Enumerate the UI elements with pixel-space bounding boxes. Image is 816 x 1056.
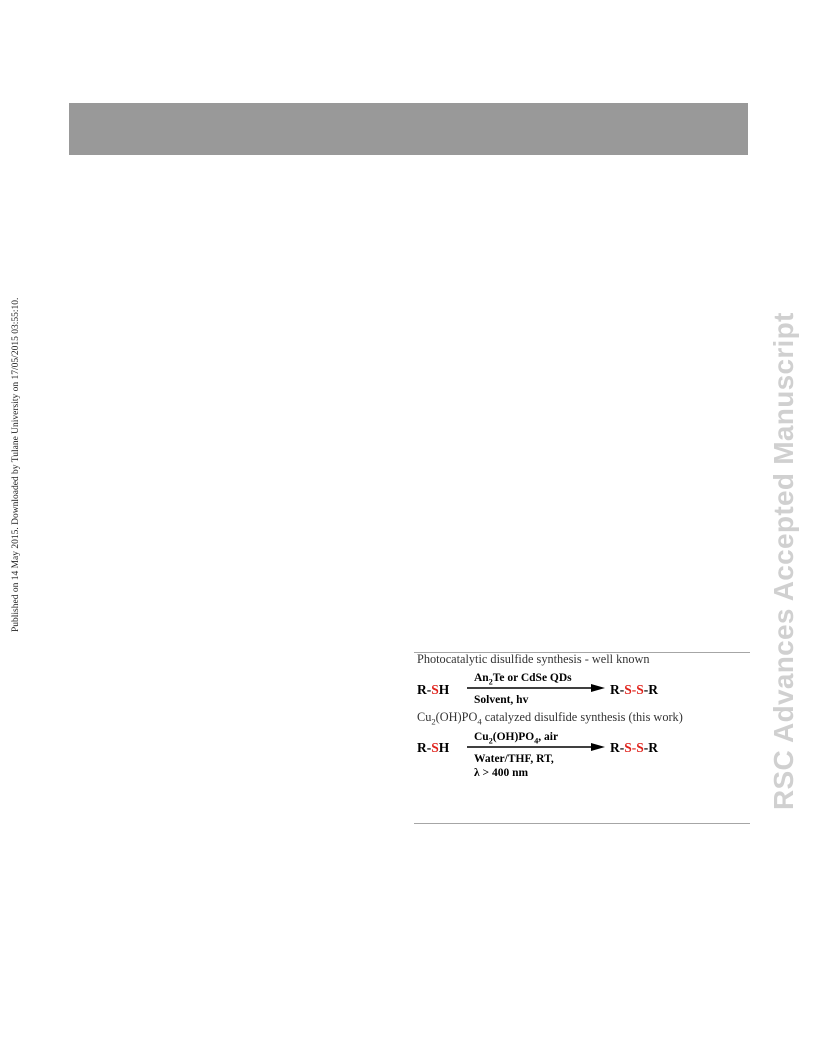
- scheme2-caption: $Cu_2(OH)PO_4$ catalyzed disulfide synthesis (this work): [417, 710, 683, 727]
- scheme1-condition-above: $An_2Te$ or CdSe QDs: [474, 672, 572, 687]
- scheme1-caption: Photocatalytic disulfide synthesis - well known: [417, 652, 650, 666]
- header-bar: [69, 103, 748, 155]
- scheme1-product: R-S-S-R: [610, 682, 659, 697]
- scheme2-reaction-arrow: [467, 742, 607, 752]
- scheme2-condition-below-2: λ > 400 nm: [474, 767, 529, 779]
- publication-note: Published on 14 May 2015. Downloaded by Tulane University on 17/05/2015 03:55:10.: [11, 297, 21, 632]
- scheme1-reactant: R-SH: [417, 682, 450, 697]
- scheme2-condition-below-1: Water/THF, RT,: [474, 753, 554, 765]
- scheme1-reaction-arrow: [467, 683, 607, 693]
- graphical-abstract-figure: [414, 652, 750, 824]
- scheme1-condition-below: Solvent, hv: [474, 694, 529, 706]
- figure-bottom-rule: [414, 823, 750, 824]
- scheme2-condition-above: $Cu_2(OH)PO_4$, air: [474, 731, 559, 746]
- accepted-manuscript-watermark: RSC Advances Accepted Manuscript: [768, 312, 799, 810]
- scheme2-product: R-S-S-R: [610, 740, 659, 755]
- scheme2-reactant: R-SH: [417, 740, 450, 755]
